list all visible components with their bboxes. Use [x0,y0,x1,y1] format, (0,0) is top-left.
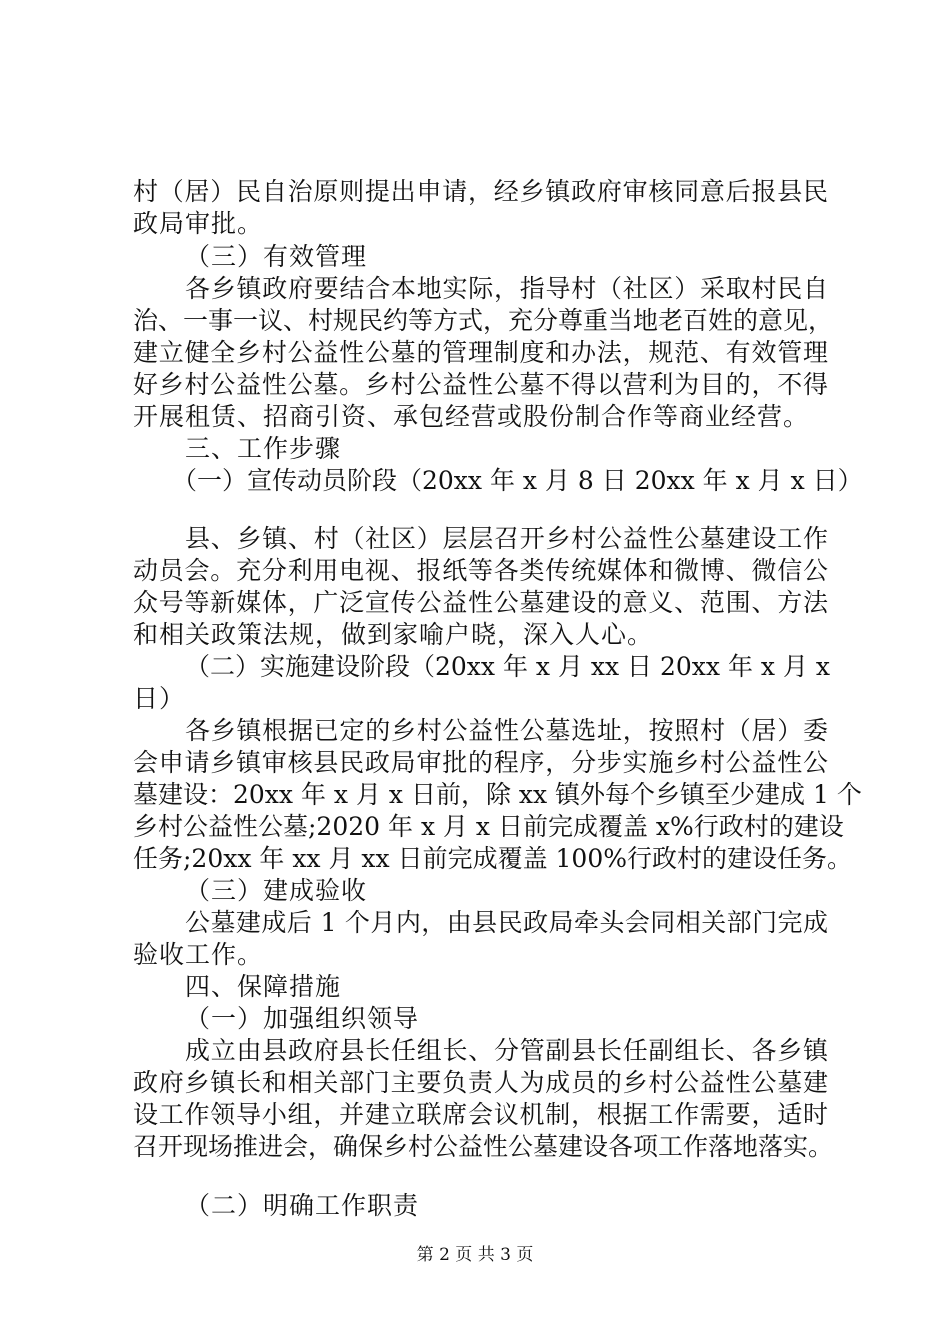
section-heading: 三、工作步骤 [185,434,342,463]
text-line: 设工作领导小组，并建立联席会议机制，根据工作需要，适时 [133,1100,828,1129]
text-line: 建立健全乡村公益性公墓的管理制度和办法，规范、有效管理 [133,338,828,367]
text-line: 众号等新媒体，广泛宣传公益性公墓建设的意义、范围、方法 [133,588,828,617]
text-line: 召开现场推进会，确保乡村公益性公墓建设各项工作落地落实。 [133,1132,834,1161]
text-line: 和相关政策法规，做到家喻户晓，深入人心。 [133,620,654,649]
text-line: 墓建设：20xx 年 x 月 x 日前，除 xx 镇外每个乡镇至少建成 1 个 [133,780,862,809]
text-line: 会申请乡镇审核县民政局审批的程序，分步实施乡村公益性公 [133,748,828,777]
text-line: 乡村公益性公墓;2020 年 x 月 x 日前完成覆盖 x%行政村的建设 [133,812,844,841]
subsection-heading: （一）宣传动员阶段（20xx 年 x 月 8 日 20xx 年 x 月 x 日） [172,466,863,495]
text-line: 任务;20xx 年 xx 月 xx 日前完成覆盖 100%行政村的建设任务。 [133,844,852,873]
text-line: 政局审批。 [133,209,264,238]
text-line: 动员会。充分利用电视、报纸等各类传统媒体和微博、微信公 [133,556,828,585]
text-line: 验收工作。 [133,940,264,969]
text-line: 各乡镇政府要结合本地实际，指导村（社区）采取村民自 [185,274,828,303]
text-line: 公墓建成后 1 个月内，由县民政局牵头会同相关部门完成 [185,908,828,937]
section-heading: 四、保障措施 [185,972,342,1001]
text-line: 政府乡镇长和相关部门主要负责人为成员的乡村公益性公墓建 [133,1068,828,1097]
text-line: 各乡镇根据已定的乡村公益性公墓选址，按照村（居）委 [185,716,828,745]
text-line: 开展租赁、招商引资、承包经营或股份制合作等商业经营。 [133,402,810,431]
text-line: 好乡村公益性公墓。乡村公益性公墓不得以营利为目的，不得 [133,370,828,399]
text-line: 村（居）民自治原则提出申请，经乡镇政府审核同意后报县民 [133,177,828,206]
text-line: 县、乡镇、村（社区）层层召开乡村公益性公墓建设工作 [185,524,828,553]
subsection-heading: （一）加强组织领导 [185,1004,420,1033]
page-footer: 第 2 页 共 3 页 [416,1245,534,1265]
subsection-heading: （三）建成验收 [185,876,368,905]
text-line: 治、一事一议、村规民约等方式，充分尊重当地老百姓的意见， [133,306,834,335]
text-line: 日） [133,684,186,713]
subsection-heading: （二）明确工作职责 [185,1191,420,1220]
section-heading: （三）有效管理 [185,242,368,271]
text-line: 成立由县政府县长任组长、分管副县长任副组长、各乡镇 [185,1036,828,1065]
subsection-heading: （二）实施建设阶段（20xx 年 x 月 xx 日 20xx 年 x 月 x [185,652,830,681]
